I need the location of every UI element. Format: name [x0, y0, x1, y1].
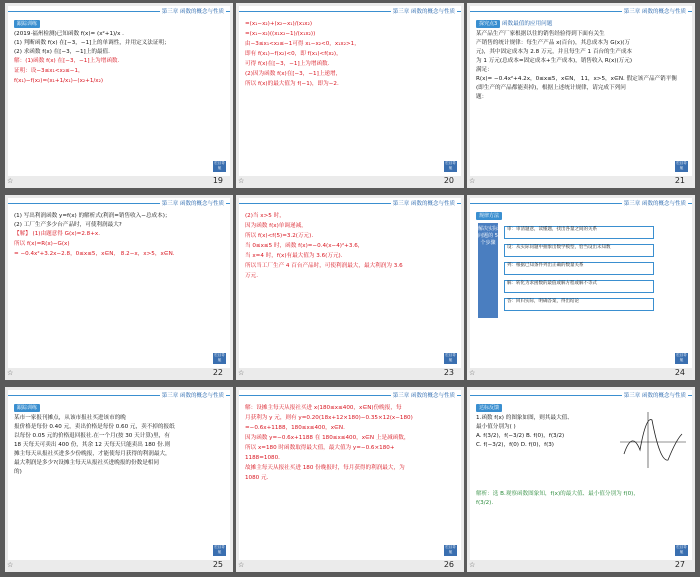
solution-line: 因为函数 y=−0.6x+1188 在 180≤x≤400，x∈N 上是减函数， — [245, 435, 410, 441]
section-tag: 达标反馈 — [476, 404, 502, 412]
chapter-label: 第三章 函数的概念与性质 — [623, 201, 686, 207]
nav-button[interactable]: 栏目导航 — [214, 161, 225, 170]
text-line: 为 1 万元(总成本=固定成本+生产成本)，销售收入 R(x)(万元) — [476, 58, 633, 64]
slide-number: 23 — [443, 368, 454, 377]
slide-header — [470, 198, 692, 208]
text-line: 的) — [14, 469, 22, 475]
slide-star-icon[interactable]: ☆ — [238, 369, 245, 377]
slide-thumbnail[interactable] — [236, 387, 464, 572]
slide-footer — [5, 176, 233, 188]
solution-line: 1080 元. — [245, 475, 269, 481]
solution-line: 所以 f(x)=R(x)−G(x) — [14, 241, 70, 247]
solution-line: 所以 f(x)的最大值为 f(−1)，即为−2. — [245, 81, 339, 87]
slide-header — [239, 198, 461, 208]
slide-footer — [236, 176, 464, 188]
slide-footer — [467, 176, 695, 188]
nav-button[interactable]: 栏目导航 — [214, 353, 225, 362]
slide-header — [239, 390, 461, 400]
section-tag: 规律方法 — [476, 212, 502, 220]
slide-footer — [236, 560, 464, 572]
slide-header — [239, 6, 461, 16]
text-line: 1.函数 f(x) 的图象如图，则其最大值、 — [476, 415, 573, 421]
text-line: 摊主每天从报社买进多少份晚报，才能使每月获得的利润最大， — [14, 451, 171, 457]
slide-number: 22 — [212, 368, 223, 377]
section-title: 函数最值的应用问题 — [500, 21, 553, 27]
text-line: 以每份 0.05 元的价格退回报社.在一个月(按 30 天计算)里，有 — [14, 433, 170, 439]
solution-line: 由−3≤x₁<x₂≤−1可得 x₁−x₂<0，x₁x₂>1， — [245, 41, 360, 47]
solution-line: 证明：设−3≤x₁<x₂≤−1， — [14, 68, 84, 74]
slide-number: 19 — [212, 176, 223, 185]
slide-number: 25 — [212, 560, 223, 569]
chapter-label: 第三章 函数的概念与性质 — [161, 393, 224, 399]
text-line: 报价格是每份 0.40 元，卖出价格是每份 0.60 元，卖不掉的报纸 — [14, 424, 175, 430]
slide-number: 20 — [443, 176, 454, 185]
solution-line: 当 x=4 时，f(x)有最大值为 3.6(万元). — [245, 253, 343, 259]
slide-header — [8, 390, 230, 400]
solution-line: 所以 x=180 时函数取得最大值，最大值为 y=−0.6×180+ — [245, 445, 395, 451]
slide-content — [239, 6, 461, 176]
solution-line: 当 0≤x≤5 时，函数 f(x)=−0.4(x−4)²+3.6， — [245, 243, 364, 249]
text-line: A. f(3/2)，f(−3/2) B. f(0)，f(3/2) — [476, 433, 565, 439]
method-sidebar: 解决实际问题的 5 个步骤 — [478, 223, 498, 318]
section-tag-row — [476, 212, 686, 220]
step-box: 审：审清题意，读懂题，找出各量之间的关系 — [504, 226, 654, 239]
text-line: C. f(−3/2)，f(0) D. f(0)，f(3) — [476, 442, 554, 448]
slide-thumbnail[interactable] — [5, 3, 233, 188]
solution-line: 解：(1)函数 f(x) 在[−3，−1]上为增函数. — [14, 58, 120, 64]
step-box: 答：回归实际，明确答案，得出结论 — [504, 298, 654, 311]
slide-footer — [467, 368, 695, 380]
nav-button[interactable]: 栏目导航 — [214, 545, 225, 554]
slide-number: 21 — [674, 176, 685, 185]
slide-thumbnail[interactable] — [467, 387, 695, 572]
text-line: 满足： — [476, 67, 493, 73]
step-box: 设：从实际问题中抽象出数学模型，恰当设出未知数 — [504, 244, 654, 257]
analysis-line: 解析：选 B.观察函数图象知，f(x)的最大值、最小值分别为 f(0)， — [476, 491, 639, 497]
slide-star-icon[interactable]: ☆ — [469, 561, 476, 569]
slide-star-icon[interactable]: ☆ — [7, 561, 14, 569]
nav-button[interactable]: 栏目导航 — [676, 353, 687, 362]
slide-number: 27 — [674, 560, 685, 569]
chapter-label: 第三章 函数的概念与性质 — [161, 9, 224, 15]
slide-content — [8, 6, 230, 176]
nav-button[interactable]: 栏目导航 — [445, 353, 456, 362]
section-tag-row — [14, 20, 224, 28]
nav-button[interactable]: 栏目导航 — [676, 545, 687, 554]
slide-star-icon[interactable]: ☆ — [469, 369, 476, 377]
slide-star-icon[interactable]: ☆ — [238, 561, 245, 569]
nav-button[interactable]: 栏目导航 — [445, 161, 456, 170]
text-line: (2019·福州检测)已知函数 f(x)= (x²+1)/x . — [14, 31, 124, 37]
slide-number: 26 — [443, 560, 454, 569]
solution-line: (2)当 x>5 时， — [245, 213, 285, 219]
solution-line: =(x₁−x₂)+(x₂−x₁)/(x₁x₂) — [245, 21, 313, 27]
solution-line: 因为函数 f(x)单调递减， — [245, 223, 307, 229]
text-line: 题： — [476, 94, 488, 100]
analysis-line: f(3/2). — [476, 500, 494, 506]
slide-star-icon[interactable]: ☆ — [7, 177, 14, 185]
slide-star-icon[interactable]: ☆ — [238, 177, 245, 185]
slide-content — [470, 390, 692, 560]
solution-line: =(x₁−x₂)((x₁x₂−1)/(x₁x₂)) — [245, 31, 316, 37]
text-line: R(x)= −0.4x²+4.2x，0≤x≤5，x∈N， 11，x>5，x∈N. 假定该产品产销平衡 — [476, 76, 677, 82]
text-line: (即生产的产品都能卖掉)，根据上述统计规律，请完成下列问 — [476, 85, 626, 91]
chapter-label: 第三章 函数的概念与性质 — [392, 393, 455, 399]
slide-header — [470, 390, 692, 400]
slide-thumbnail[interactable] — [5, 195, 233, 380]
slide-header — [8, 198, 230, 208]
solution-line: 1188=1080. — [245, 455, 280, 461]
step-box: 解：转化为求函数的最值或解方程或解不等式 — [504, 280, 654, 293]
slide-star-icon[interactable]: ☆ — [7, 369, 14, 377]
section-tag: 跟踪训练 — [14, 404, 40, 412]
solution-line: 即有 f(x₁)−f(x₂)<0，即 f(x₁)<f(x₂)， — [245, 51, 342, 57]
nav-button[interactable]: 栏目导航 — [676, 161, 687, 170]
solution-line: 【解】 (1)由题意得 G(x)=2.8+x. — [14, 231, 101, 237]
solution-line: 万元. — [245, 273, 258, 279]
text-line: 18 天每天可卖出 400 份，其余 12 天每天只能卖出 180 份.则 — [14, 442, 171, 448]
solution-line: 所以 f(x)<f(5)=3.2(万元). — [245, 233, 314, 239]
text-line: 某市一家报刊摊点，从该市报社买进该市的晚 — [14, 415, 126, 421]
text-line: 产销售的统计规律：每生产产品 x(百台)，其总成本为 G(x)(万 — [476, 40, 631, 46]
slide-thumbnail[interactable] — [467, 195, 695, 380]
chapter-label: 第三章 函数的概念与性质 — [392, 9, 455, 15]
function-graph — [618, 410, 688, 470]
text-line: (2) 工厂生产多少台产品时，可使利润最大? — [14, 222, 122, 228]
slide-content — [8, 198, 230, 368]
text-line: (1) 判断函数 f(x) 在[−3，−1]上的单调性，并用定义法证明； — [14, 40, 170, 46]
slide-thumbnail[interactable] — [236, 3, 464, 188]
slide-footer — [5, 560, 233, 572]
section-tag-row — [14, 404, 224, 412]
solution-line: 所以当工厂生产 4 百台产品时，可使利润最大，最大利润为 3.6 — [245, 263, 403, 269]
solution-line: f(x₁)−f(x₂)=(x₁+1/x₁)−(x₂+1/x₂) — [14, 78, 104, 84]
chapter-label: 第三章 函数的概念与性质 — [623, 393, 686, 399]
slide-number: 24 — [674, 368, 685, 377]
nav-button[interactable]: 栏目导航 — [445, 545, 456, 554]
slide-thumbnail[interactable] — [236, 195, 464, 380]
section-tag-row — [476, 20, 686, 28]
slide-footer — [236, 368, 464, 380]
chapter-label: 第三章 函数的概念与性质 — [161, 201, 224, 207]
slide-star-icon[interactable]: ☆ — [469, 177, 476, 185]
text-line: 某产品生产厂家根据以往的销售经验得到下面有关生 — [476, 31, 605, 37]
text-line: 元)，其中固定成本为 2.8 万元，并且每生产 1 百台的生产成本 — [476, 49, 633, 55]
slide-footer — [467, 560, 695, 572]
slide-header — [470, 6, 692, 16]
solution-line: (2)因为函数 f(x)在[−3，−1]上递增， — [245, 71, 342, 77]
chapter-label: 第三章 函数的概念与性质 — [392, 201, 455, 207]
text-line: (2) 求函数 f(x) 在[−3，−1]上的最值. — [14, 49, 110, 55]
slide-content — [239, 198, 461, 368]
section-tag: 探究点3 — [476, 20, 500, 28]
solution-line: 解：设摊主每天从报社买进 x(180≤x≤400，x∈N)份晚报，每 — [245, 405, 402, 411]
solution-line: = −0.4x²+3.2x−2.8，0≤x≤5，x∈N， 8.2−x，x>5，x∈N. — [14, 251, 175, 257]
solution-line: 故摊主每天从报社买进 180 份晚报时，每月获得的利润最大，为 — [245, 465, 405, 471]
slide-header — [8, 6, 230, 16]
section-tag: 跟踪训练 — [14, 20, 40, 28]
text-line: 最小值分别为( ) — [476, 424, 516, 430]
slide-content — [470, 6, 692, 176]
step-box: 列：根据已知条件列出正确的数量关系 — [504, 262, 654, 275]
slide-content — [239, 390, 461, 560]
slide-content — [470, 198, 692, 368]
slide-thumbnail[interactable] — [5, 387, 233, 572]
chapter-label: 第三章 函数的概念与性质 — [623, 9, 686, 15]
solution-line: 月获利为 y 元，则有 y=0.20(18x+12×180)−0.35×12(x−180) — [245, 415, 413, 421]
slide-thumbnail[interactable] — [467, 3, 695, 188]
solution-line: =−0.6x+1188，180≤x≤400，x∈N. — [245, 425, 345, 431]
slide-footer — [5, 368, 233, 380]
text-line: (1) 写出利润函数 y=f(x) 的解析式(利润=销售收入−总成本)； — [14, 213, 171, 219]
slide-content — [8, 390, 230, 560]
text-line: 最大利润是多少?(设摊主每天从报社买进晚报的份数是相同 — [14, 460, 159, 466]
solution-line: 可得 f(x)在[−3，−1]上为增函数. — [245, 61, 330, 67]
